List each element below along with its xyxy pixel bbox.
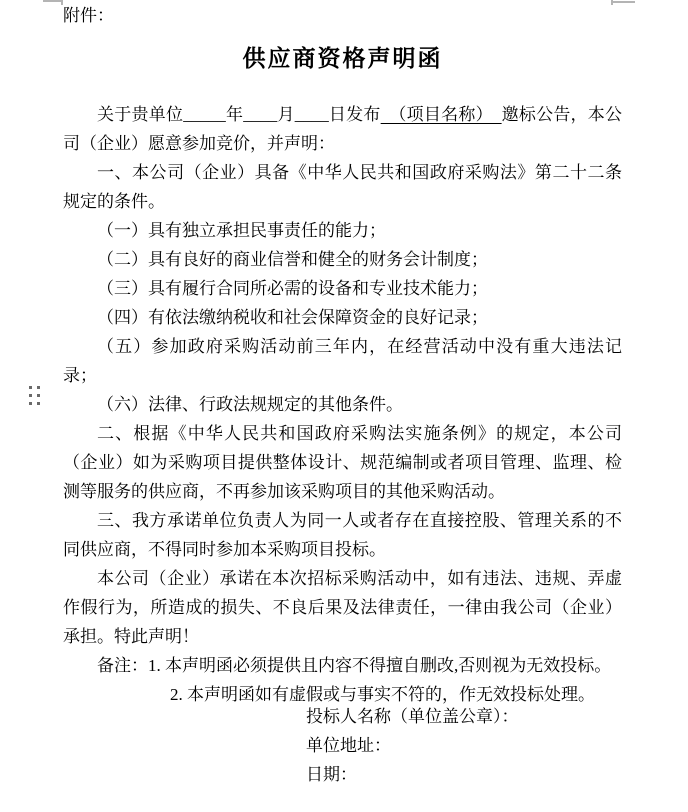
paragraph-commitment: 本公司（企业）承诺在本次招标采购活动中，如有违法、违规、弄虚作假行为，所造成的损失、不良后果及法律责任，一律由我公司（企业）承担。特此声明！ — [63, 569, 622, 646]
year-label: 年 — [225, 105, 244, 124]
paragraph-intro — [63, 100, 622, 158]
document-body — [63, 100, 622, 709]
crop-mark-top-left-horizontal — [43, 0, 63, 2]
note-line-2: 2. 本声明函如有虚假或与事实不符的，作无效投标处理。 — [170, 685, 595, 704]
list-item-1: （一）具有独立承担民事责任的能力； — [97, 221, 386, 240]
drag-handle-dot — [29, 386, 32, 389]
intro-text: 关于贵单位 — [97, 105, 184, 124]
signature-block — [306, 702, 519, 789]
list-item-2: （二）具有良好的商业信誉和健全的财务会计制度； — [97, 250, 488, 269]
paragraph-clause-3: 三、我方承诺单位负责人为同一人或者存在直接控股、管理关系的不同供应商，不得同时参加本采购项目投标。 — [63, 511, 622, 559]
bidder-name-label: 投标人名称（单位盖公章）： — [306, 707, 519, 726]
list-item-6: （六）法律、行政法规规定的其他条件。 — [97, 395, 403, 414]
drag-handle-dot — [37, 386, 40, 389]
crop-mark-top-right-vertical — [611, 0, 613, 5]
note-line-1: 备注：1. 本声明函必须提供且内容不得擅自删改,否则视为无效投标。 — [97, 656, 612, 675]
project-name-blank: （项目名称） — [380, 105, 502, 124]
paragraph-clause-1: 一、本公司（企业）具备《中华人民共和国政府采购法》第二十二条规定的条件。 — [63, 163, 622, 211]
drag-handle-icon[interactable] — [29, 386, 40, 405]
day-publish-label: 日发布 — [328, 105, 381, 124]
list-item-3: （三）具有履行合同所必需的设备和专业技术能力； — [97, 279, 488, 298]
date-label: 日期： — [306, 765, 357, 784]
list-item-5: （五）参加政府采购活动前三年内，在经营活动中没有重大违法记录； — [63, 337, 622, 385]
month-label: 月 — [277, 105, 295, 124]
paragraph-clause-2: 二、根据《中华人民共和国政府采购法实施条例》的规定，本公司（企业）如为采购项目提供整体设计、规范编制或者项目管理、监理、检测等服务的供应商，不再参加该采购项目的其他采购活动。 — [63, 424, 622, 501]
drag-handle-dot — [37, 402, 40, 405]
list-item-4: （四）有依法缴纳税收和社会保障资金的良好记录； — [97, 308, 488, 327]
address-label: 单位地址： — [306, 736, 391, 755]
blank-day: ____ — [294, 105, 329, 124]
page-title: 供应商资格声明函 — [242, 46, 443, 71]
attachment-label: 附件： — [63, 6, 114, 25]
drag-handle-dot — [29, 402, 32, 405]
drag-handle-dot — [29, 394, 32, 397]
crop-mark-top-right-horizontal — [612, 1, 635, 3]
intro-text-tail: 邀标公告，本公司（企业）愿意参加竞价，并声明： — [63, 105, 623, 153]
blank-month: ____ — [243, 105, 278, 124]
drag-handle-dot — [37, 394, 40, 397]
blank-year: _____ — [183, 105, 226, 124]
